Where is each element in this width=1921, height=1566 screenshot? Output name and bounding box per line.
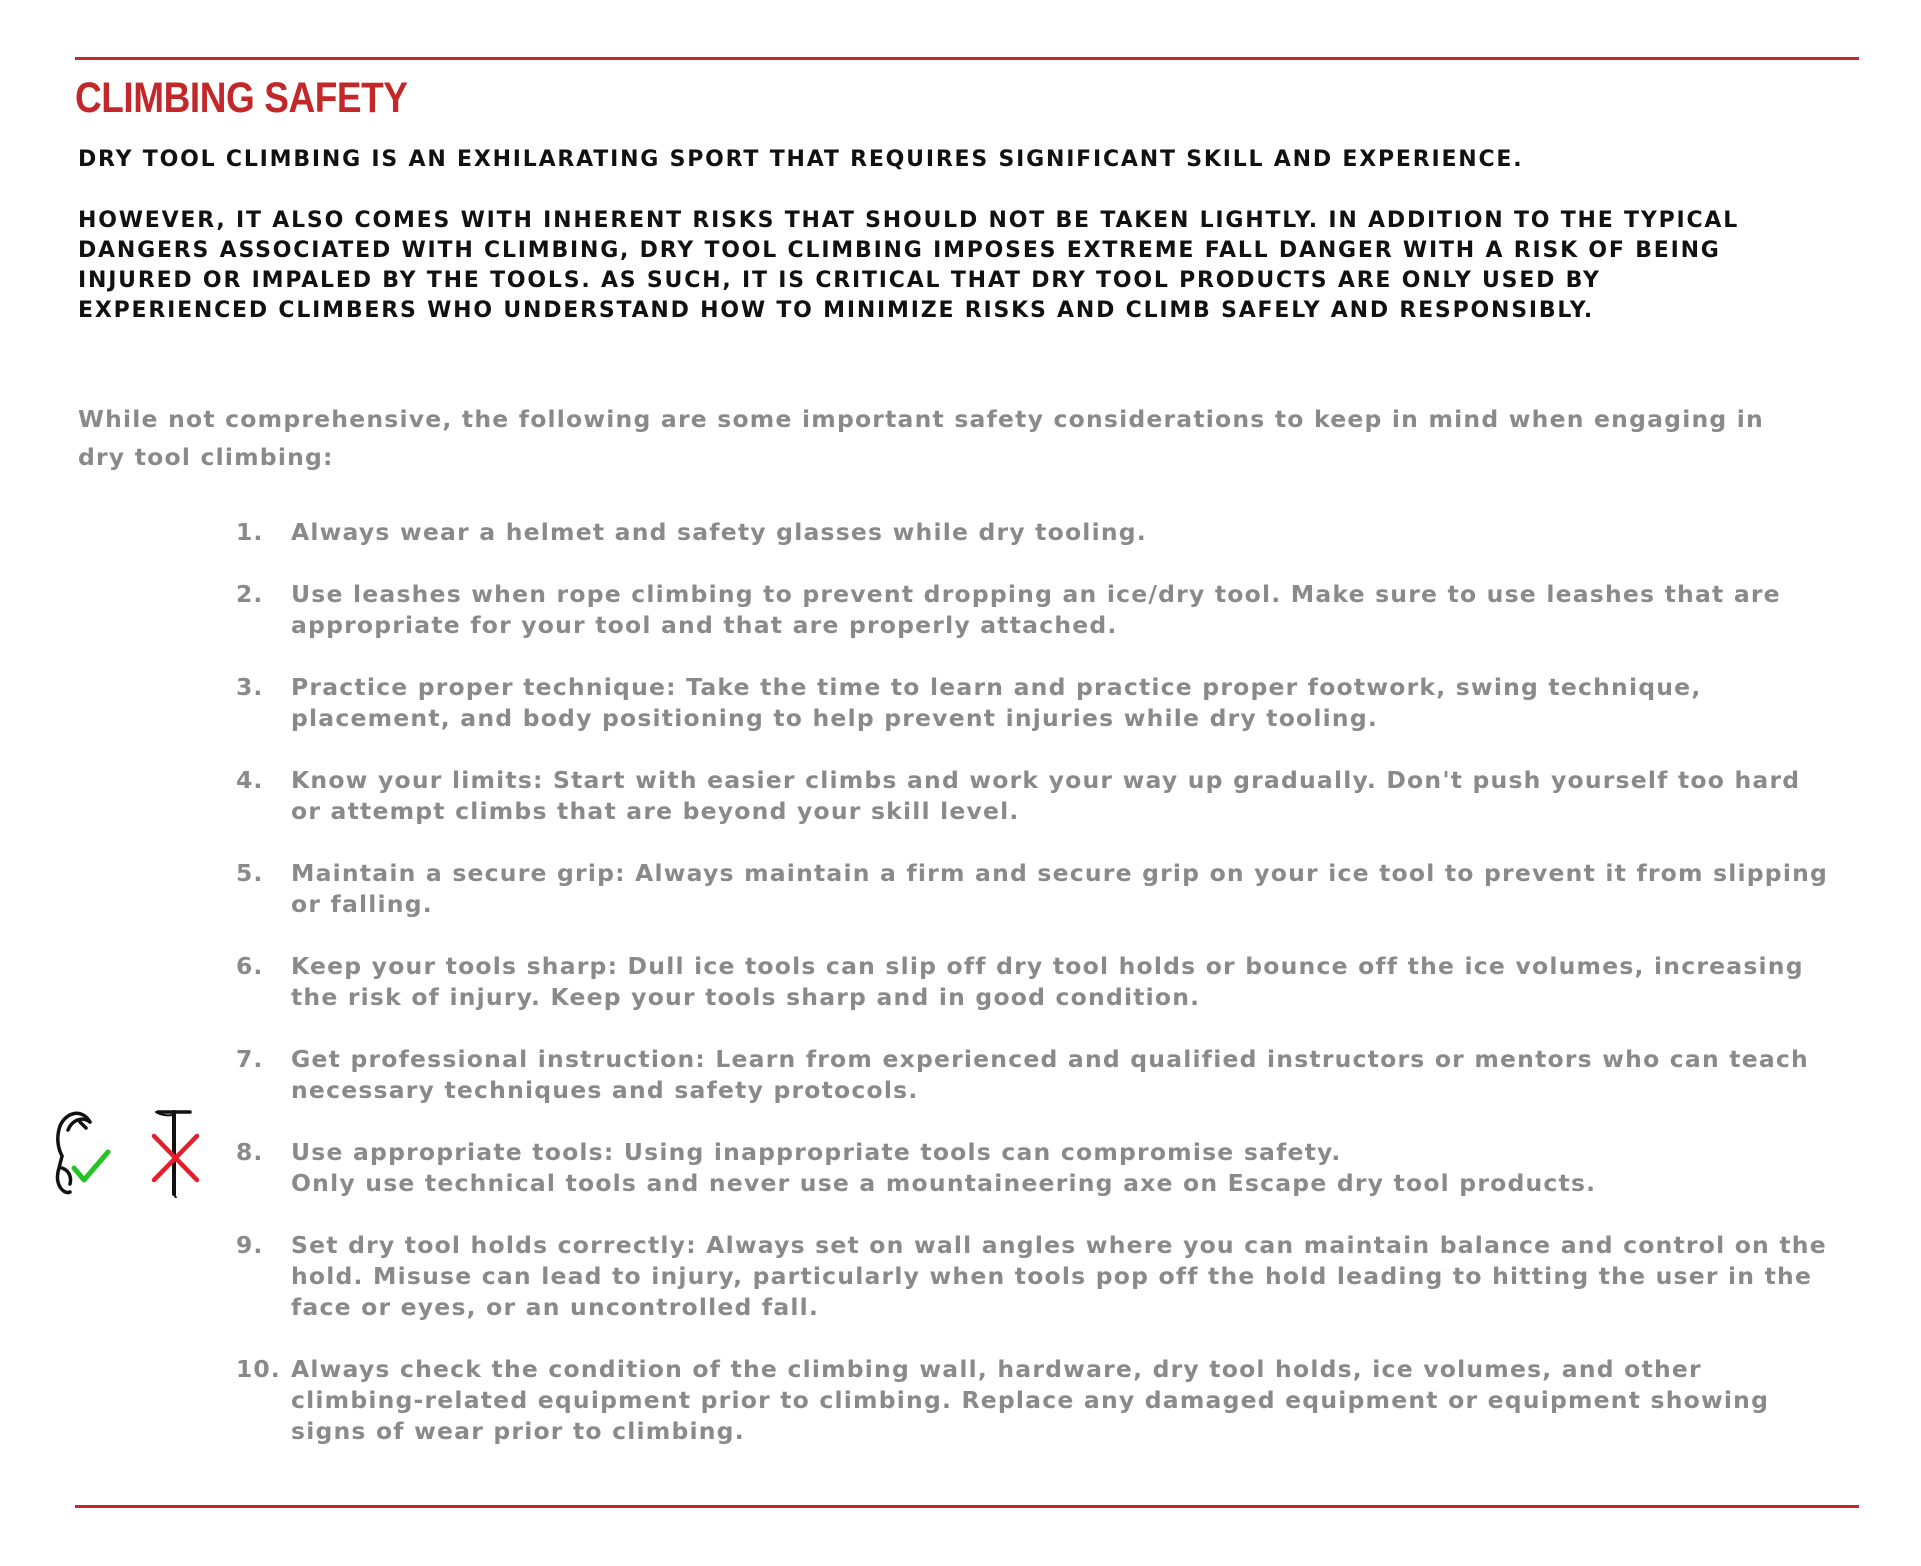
list-item bbox=[236, 672, 1836, 734]
list-item-number: 10. bbox=[236, 1355, 281, 1383]
list-item bbox=[236, 517, 1836, 548]
lead-paragraph-1: DRY TOOL CLIMBING IS AN EXHILARATING SPORT THAT REQUIRES SIGNIFICANT SKILL AND EXPERIENCE. bbox=[78, 147, 1524, 172]
list-item-number: 2. bbox=[236, 580, 264, 608]
list-item-text: Set dry tool holds correctly: Always set on wall angles where you can maintain balance and control on the hold. Misuse can lead to injury, particularly when tools pop off the hold leading to hitting the user in the face or eyes, or an uncontrolled fall. bbox=[291, 1231, 1827, 1321]
list-item-number: 8. bbox=[236, 1138, 264, 1166]
list-item-number: 6. bbox=[236, 952, 264, 980]
list-item-number: 9. bbox=[236, 1231, 264, 1259]
list-item-number: 3. bbox=[236, 673, 264, 701]
page-title: CLIMBING SAFETY bbox=[75, 74, 408, 122]
list-item-text: Get professional instruction: Learn from experienced and qualified instructors or mentors who can teach necessary techniques and safety protocols. bbox=[291, 1045, 1809, 1104]
list-item-text: Maintain a secure grip: Always maintain a firm and secure grip on your ice tool to prevent it from slipping or falling. bbox=[291, 859, 1829, 918]
list-item bbox=[236, 858, 1836, 920]
tool-comparison-graphic bbox=[52, 1108, 222, 1198]
safety-list bbox=[236, 517, 1836, 1478]
intro-paragraph: While not comprehensive, the following are some important safety considerations to keep in mind when engaging in dry tool climbing: bbox=[78, 405, 1764, 471]
list-item-number: 4. bbox=[236, 766, 264, 794]
list-item-text: Always wear a helmet and safety glasses while dry tooling. bbox=[291, 518, 1147, 546]
bottom-divider bbox=[75, 1505, 1859, 1508]
list-item bbox=[236, 1230, 1836, 1323]
list-item-text: Use appropriate tools: Using inappropriate tools can compromise safety. Only use technical tools and never use a mountaineering axe on Escape dry tool products. bbox=[291, 1138, 1597, 1197]
list-item bbox=[236, 1354, 1836, 1447]
list-item-text: Keep your tools sharp: Dull ice tools can slip off dry tool holds or bounce off the ice volumes, increasing the risk of injury. Keep your tools sharp and in good condition. bbox=[291, 952, 1804, 1011]
list-item bbox=[236, 1137, 1836, 1199]
list-item-number: 1. bbox=[236, 518, 264, 546]
list-item bbox=[236, 951, 1836, 1013]
list-item-text: Know your limits: Start with easier climbs and work your way up gradually. Don't push yourself too hard or attempt climbs that are beyond your skill level. bbox=[291, 766, 1801, 825]
top-divider bbox=[75, 57, 1859, 60]
list-item-text: Always check the condition of the climbing wall, hardware, dry tool holds, ice volumes, and other climbing-related equipment prior to climbing. Replace any damaged equipment or equipment showing signs of wear prior to climbing. bbox=[291, 1355, 1770, 1445]
list-item bbox=[236, 579, 1836, 641]
list-item-number: 7. bbox=[236, 1045, 264, 1073]
lead-paragraph-2: HOWEVER, IT ALSO COMES WITH INHERENT RISKS THAT SHOULD NOT BE TAKEN LIGHTLY. IN ADDITION TO THE TYPICAL DANGERS ASSOCIATED WITH CLIMBING, DRY TOOL CLIMBING IMPOSES EXTREME FALL DANGER WITH A RISK OF BEING INJURED OR IMPALED BY THE TOOLS. AS SUCH, IT IS CRITICAL THAT DRY TOOL PRODUCTS ARE ONLY USED BY EXPERIENCED CLIMBERS WHO UNDERSTAND HOW TO MINIMIZE RISKS AND CLIMB SAFELY AND RESPONSIBLY. bbox=[78, 208, 1740, 323]
list-item bbox=[236, 1044, 1836, 1106]
checkmark-icon bbox=[74, 1152, 108, 1180]
list-item-text: Practice proper technique: Take the time to learn and practice proper footwork, swing technique, placement, and body positioning to help prevent injuries while dry tooling. bbox=[291, 673, 1702, 732]
list-item-number: 5. bbox=[236, 859, 264, 887]
list-item bbox=[236, 765, 1836, 827]
list-item-text: Use leashes when rope climbing to prevent dropping an ice/dry tool. Make sure to use leashes that are appropriate for your tool and that are properly attached. bbox=[291, 580, 1781, 639]
